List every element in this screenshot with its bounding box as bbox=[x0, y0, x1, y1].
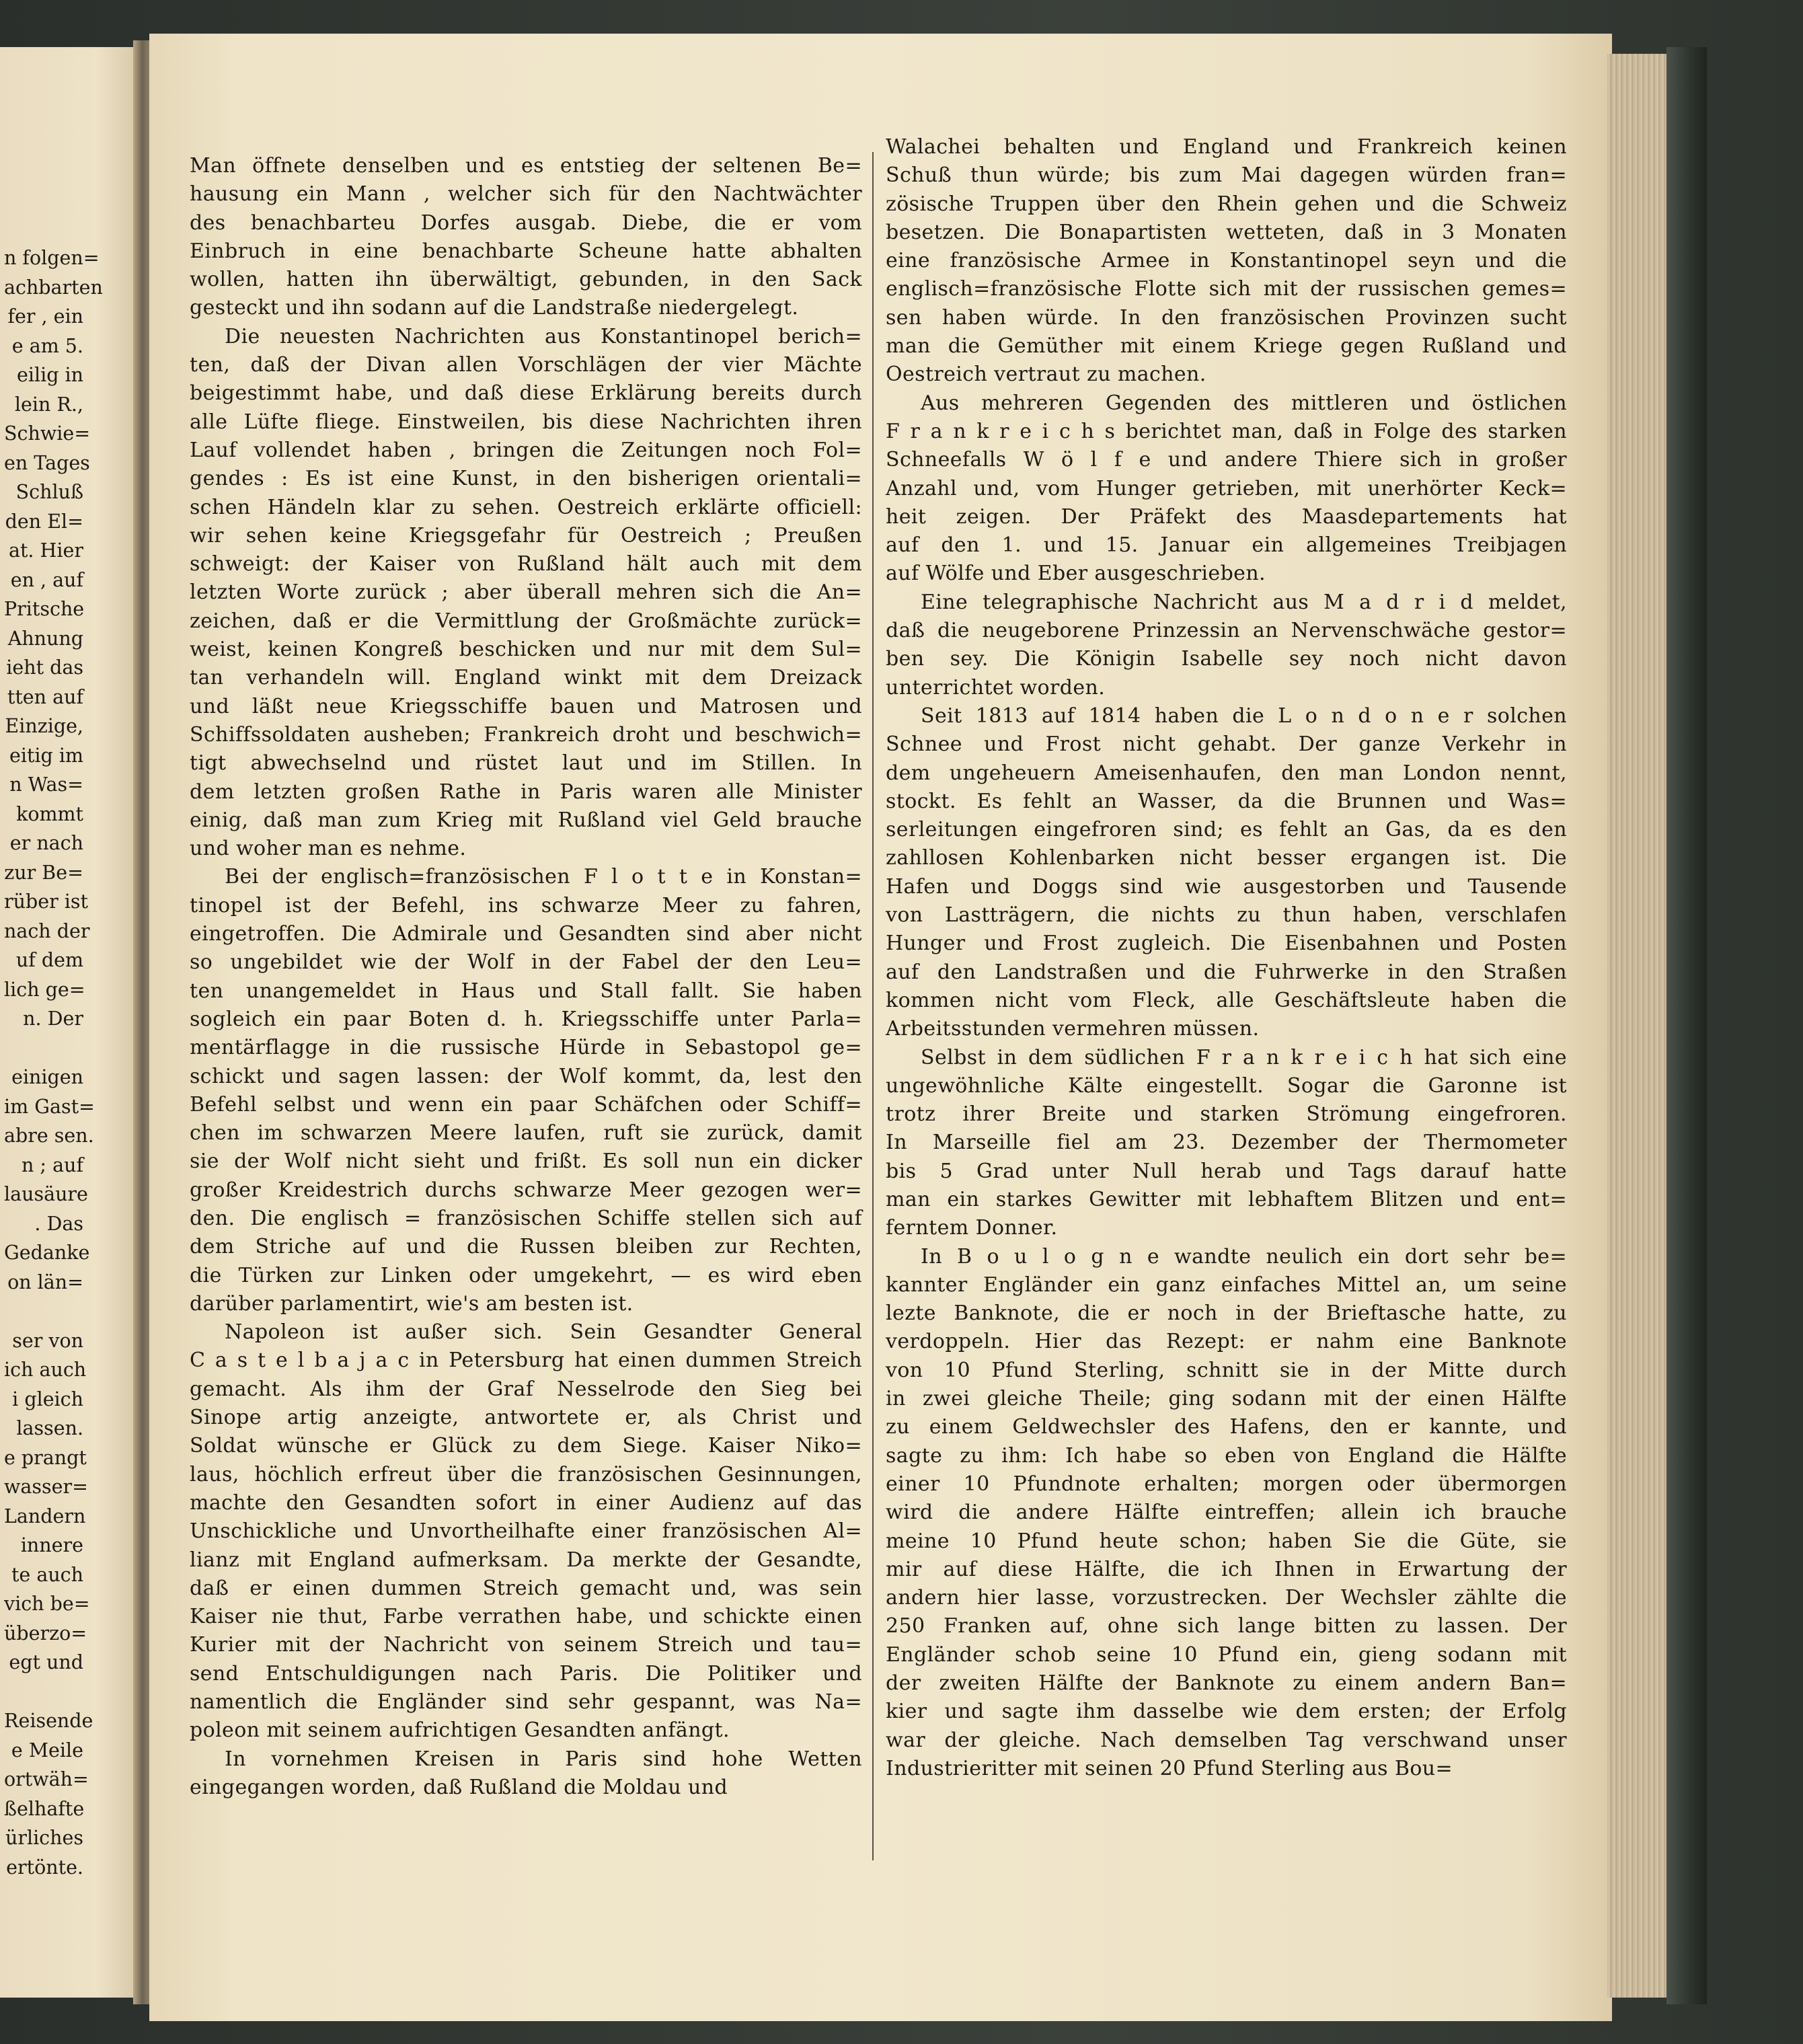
text-line: Schuß thun würde; bis zum Mai dagegen würden fran= bbox=[886, 163, 1567, 188]
text-line: Die neuesten Nachrichten aus Konstantinopel berich= bbox=[225, 324, 862, 348]
text-line: sagte zu ihm: Ich habe so eben von England die Hälfte bbox=[886, 1443, 1567, 1468]
text-line: kannter Engländer ein ganz einfaches Mittel an, um seine bbox=[886, 1273, 1567, 1297]
text-line: und woher man es nehme. bbox=[190, 837, 467, 861]
text-line: einig, daß man zum Krieg mit Rußland viel Geld brauche bbox=[190, 808, 862, 832]
text-line: Kurier mit der Nachricht von seinem Streich und tau= bbox=[190, 1633, 862, 1657]
text-line: namentlich die Engländer sind sehr gespannt, was Na= bbox=[190, 1690, 862, 1714]
text-line: Sinope artig anzeigte, antwortete er, als Christ und bbox=[190, 1406, 862, 1430]
text-line: einer 10 Pfundnote erhalten; morgen oder übermorgen bbox=[886, 1472, 1567, 1496]
text-line: den El= bbox=[5, 510, 83, 533]
text-line: lassen. bbox=[16, 1417, 83, 1439]
text-line: Engländer schob seine 10 Pfund ein, gieng sodann mit bbox=[886, 1642, 1567, 1667]
text-line: Ahnung bbox=[7, 627, 83, 650]
text-line: von Lastträgern, die nichts zu thun haben, verschlafen bbox=[886, 903, 1567, 928]
text-line: ser von bbox=[12, 1329, 83, 1352]
text-line: gendes : Es ist eine Kunst, in den bisherigen orientali= bbox=[190, 467, 862, 491]
text-line: lianz mit England aufmerksam. Da merkte der Gesandte, bbox=[190, 1548, 862, 1572]
text-line: zeichen, daß er die Vermittlung der Großmächte zurück= bbox=[190, 609, 862, 633]
text-line: man ein starkes Gewitter mit lebhaftem Blitzen und ent= bbox=[886, 1187, 1567, 1211]
text-line: fer , ein bbox=[7, 305, 83, 328]
text-line: en , auf bbox=[10, 568, 83, 591]
text-line: zahllosen Kohlenbarken nicht besser ergangen ist. Die bbox=[886, 846, 1567, 870]
text-line: tinopel ist der Befehl, ins schwarze Meer zu fahren, bbox=[190, 893, 862, 917]
text-line: englisch=französische Flotte sich mit der russischen gemes= bbox=[886, 277, 1567, 301]
text-line: laus, höchlich erfreut über die französischen Gesinnungen, bbox=[190, 1462, 862, 1486]
text-line: Lauf vollendet haben , bringen die Zeitungen noch Fol= bbox=[190, 438, 862, 462]
text-line: Einzige, bbox=[5, 715, 83, 737]
text-line: 250 Franken auf, ohne sich lange bitten zu lassen. Der bbox=[886, 1614, 1567, 1638]
text-line: send Entschuldigungen nach Paris. Die Politiker und bbox=[190, 1661, 862, 1686]
text-line: abre sen. bbox=[4, 1125, 94, 1147]
right-column bbox=[886, 133, 1567, 1783]
text-line: Selbst in dem südlichen F r a n k r e i c h hat sich eine bbox=[921, 1045, 1567, 1069]
text-line: ich auch bbox=[4, 1359, 87, 1381]
text-line: überzo= bbox=[4, 1622, 87, 1644]
text-line: er nach bbox=[9, 832, 83, 854]
text-line: tigt abwechselnd und rüstet laut und im Stillen. In bbox=[190, 751, 862, 775]
text-line: Walachei behalten und England und Frankreich keinen bbox=[886, 135, 1567, 159]
text-line: gesteckt und ihn sodann auf die Landstraße niedergelegt. bbox=[190, 296, 799, 320]
text-line: daß die neugeborene Prinzessin an Nervenschwäche gestor= bbox=[886, 619, 1567, 643]
page-edges bbox=[1607, 54, 1672, 1998]
text-line: man die Gemüther mit einem Kriege gegen Rußland und bbox=[886, 334, 1567, 358]
text-line: gemacht. Als ihm der Graf Nesselrode den Sieg bei bbox=[190, 1377, 862, 1401]
text-line: n folgen= bbox=[4, 247, 100, 269]
text-line: lezte Banknote, die er noch in der Brieftasche hatte, zu bbox=[886, 1301, 1567, 1326]
text-line: eilig in bbox=[17, 364, 83, 386]
text-line: ten unangemeldet in Haus und Stall fallt. Sie haben bbox=[190, 979, 862, 1003]
text-line: tten auf bbox=[7, 685, 83, 708]
text-line: eingetroffen. Die Admirale und Gesandten sind aber nicht bbox=[190, 922, 862, 946]
text-line: dem ungeheuern Ameisenhaufen, den man London nennt, bbox=[886, 761, 1567, 785]
text-line: im Gast= bbox=[4, 1095, 95, 1118]
text-line: nach der bbox=[4, 919, 90, 942]
book-cover bbox=[1666, 47, 1707, 2004]
text-line: auf den 1. und 15. Januar ein allgemeines Treibjagen bbox=[886, 533, 1567, 558]
text-line: und läßt neue Kriegsschiffe bauen und Matrosen und bbox=[190, 694, 862, 718]
column-divider bbox=[872, 152, 874, 1860]
text-line: In Marseille fiel am 23. Dezember der Thermometer bbox=[886, 1131, 1567, 1155]
text-line: die Türken zur Linken oder umgekehrt, — es wird eben bbox=[190, 1263, 862, 1287]
text-line: der zweiten Hälfte der Banknote zu einem andern Ban= bbox=[886, 1671, 1567, 1696]
text-line: achbarten bbox=[4, 276, 103, 299]
text-line: dem Striche auf und die Russen bleiben zur Rechten, bbox=[190, 1235, 862, 1259]
text-line: wir sehen keine Kriegsgefahr für Oestreich ; Preußen bbox=[190, 523, 862, 547]
text-line: ortwäh= bbox=[4, 1768, 89, 1790]
text-line bbox=[4, 1677, 83, 1707]
text-line: von 10 Pfund Sterling, schnitt sie in der Mitte durch bbox=[886, 1358, 1567, 1382]
text-line: Unschickliche und Unvortheilhafte einer französischen Al= bbox=[190, 1519, 862, 1544]
text-line: In B o u l o g n e wandte neulich ein dort sehr be= bbox=[921, 1244, 1567, 1269]
text-line: schen Händeln klar zu sehen. Oestreich erklärte officiell: bbox=[190, 495, 862, 519]
text-line: kommt bbox=[16, 802, 83, 825]
text-line: Oestreich vertraut zu machen. bbox=[886, 363, 1206, 387]
text-line: te auch bbox=[11, 1563, 83, 1586]
text-line: wird die andere Hälfte eintreffen; allein ich brauche bbox=[886, 1501, 1567, 1525]
text-line: ferntem Donner. bbox=[886, 1216, 1058, 1240]
text-line: einigen bbox=[11, 1066, 83, 1088]
text-line: egt und bbox=[9, 1651, 83, 1673]
text-line: ßelhafte bbox=[4, 1797, 85, 1820]
text-line: wollen, hatten ihn überwältigt, gebunden, in den Sack bbox=[190, 268, 862, 292]
text-line: lich ge= bbox=[4, 978, 85, 1001]
text-line: Pritsche bbox=[4, 598, 85, 620]
text-line: sogleich ein paar Boten d. h. Kriegsschiffe unter Parla= bbox=[190, 1007, 862, 1031]
text-line: weist, keinen Kongreß beschicken und nur mit dem Sul= bbox=[190, 638, 862, 662]
text-line: n ; auf bbox=[22, 1153, 83, 1176]
text-line: eitig im bbox=[9, 744, 83, 767]
text-line: darüber parlamentirt, wie's am besten ist. bbox=[190, 1291, 634, 1316]
middle-column bbox=[190, 152, 862, 1802]
text-line: Soldat wünsche er Glück zu dem Siege. Kaiser Niko= bbox=[190, 1434, 862, 1458]
text-line: besetzen. Die Bonapartisten wetteten, daß in 3 Monaten bbox=[886, 220, 1567, 244]
text-line: . Das bbox=[34, 1212, 83, 1235]
text-line: In vornehmen Kreisen in Paris sind hohe Wetten bbox=[225, 1747, 862, 1771]
text-line: F r a n k r e i c h s berichtet man, daß in Folge des starken bbox=[886, 419, 1567, 443]
text-line: vich be= bbox=[4, 1593, 90, 1615]
text-line: schweigt: der Kaiser von Rußland hält auch mit dem bbox=[190, 552, 862, 576]
text-line: n Was= bbox=[9, 773, 83, 796]
text-line: lein R., bbox=[14, 393, 83, 416]
text-line: mir auf diese Hälfte, die ich Ihnen in Erwartung der bbox=[886, 1557, 1567, 1581]
text-line: Arbeitsstunden vermehren müssen. bbox=[886, 1017, 1260, 1041]
text-line: so ungebildet wie der Wolf in der Fabel der den Leu= bbox=[190, 950, 862, 975]
text-line: machte den Gesandten sofort in einer Audienz auf das bbox=[190, 1490, 862, 1515]
text-line: Einbruch in eine benachbarte Scheune hatte abhalten bbox=[190, 239, 862, 263]
text-line: beigestimmt habe, und daß diese Erklärung bereits durch bbox=[190, 381, 862, 406]
text-line: bis 5 Grad unter Null herab und Tags darauf hatte bbox=[886, 1159, 1567, 1183]
text-line: e Meile bbox=[11, 1739, 83, 1762]
text-line: auf Wölfe und Eber ausgeschrieben. bbox=[886, 562, 1266, 586]
text-line: dem letzten großen Rathe in Paris waren alle Minister bbox=[190, 780, 862, 804]
text-line: stockt. Es fehlt an Wasser, da die Brunnen und Was= bbox=[886, 789, 1567, 813]
text-line: C a s t e l b a j a c in Petersburg hat einen dummen Streich bbox=[190, 1349, 862, 1373]
text-line: Industrieritter mit seinen 20 Pfund Sterling aus Bou= bbox=[886, 1756, 1453, 1780]
text-line: hausung ein Mann , welcher sich für den Nachtwächter bbox=[190, 182, 862, 206]
text-line: Anzahl und, vom Hunger getrieben, mit unerhörter Keck= bbox=[886, 476, 1567, 500]
text-line: sen haben würde. In den französischen Provinzen sucht bbox=[886, 305, 1567, 330]
text-line: rüber ist bbox=[4, 891, 88, 913]
text-line: n. Der bbox=[23, 1008, 83, 1030]
text-line: i gleich bbox=[12, 1388, 83, 1410]
text-line: ben sey. Die Königin Isabelle sey noch nicht davon bbox=[886, 647, 1567, 671]
text-line: lausäure bbox=[4, 1183, 88, 1205]
text-line: tan verhandeln will. England winkt mit dem Dreizack bbox=[190, 666, 862, 690]
text-line bbox=[4, 1297, 83, 1326]
text-line: großer Kreidestrich durchs schwarze Meer gezogen wer= bbox=[190, 1178, 862, 1202]
text-line: unterrichtet worden. bbox=[886, 675, 1106, 699]
text-line: poleon mit seinem aufrichtigen Gesandten anfängt. bbox=[190, 1718, 730, 1743]
text-line: Schneefalls W ö l f e und andere Thiere sich in großer bbox=[886, 448, 1567, 472]
text-line: Schwie= bbox=[4, 422, 91, 445]
text-line: serleitungen eingefroren sind; es fehlt an Gas, da es den bbox=[886, 818, 1567, 842]
text-line: Schiffssoldaten ausheben; Frankreich droht und beschwich= bbox=[190, 722, 862, 747]
text-line: eingegangen worden, daß Rußland die Moldau und bbox=[190, 1775, 728, 1799]
left-page bbox=[0, 47, 138, 1998]
text-line: at. Hier bbox=[8, 539, 83, 562]
text-line: chen im schwarzen Meere laufen, ruft sie zurück, damit bbox=[190, 1121, 862, 1145]
text-line: ertönte. bbox=[6, 1856, 83, 1879]
text-line: war der gleiche. Nach demselben Tag verschwand unser bbox=[886, 1728, 1567, 1752]
text-line: letzten Worte zurück ; aber überall mehren sich die An= bbox=[190, 580, 862, 605]
text-line: mentärflagge in die russische Hürde in Sebastopol ge= bbox=[190, 1036, 862, 1060]
text-line: sie der Wolf nicht sieht und frißt. Es soll nun ein dicker bbox=[190, 1149, 862, 1174]
text-line: uf dem bbox=[15, 949, 83, 971]
text-line: alle Lüfte fliege. Einstweilen, bis diese Nachrichten ihren bbox=[190, 410, 862, 434]
text-line: andern hier lasse, vorzustrecken. Der Wechsler zählte die bbox=[886, 1586, 1567, 1610]
text-line: Hafen und Doggs sind wie ausgestorben und Tausende bbox=[886, 874, 1567, 899]
text-line: innere bbox=[20, 1534, 83, 1556]
text-line: Seit 1813 auf 1814 haben die L o n d o n e r solchen bbox=[921, 704, 1567, 728]
text-line: Kaiser nie thut, Farbe verrathen habe, und schickte einen bbox=[190, 1605, 862, 1629]
text-line: Eine telegraphische Nachricht aus M a d r i d meldet, bbox=[921, 590, 1567, 614]
text-line: eine französische Armee in Konstantinopel seyn und die bbox=[886, 249, 1567, 273]
text-line: Gedanke bbox=[4, 1242, 90, 1264]
text-line: heit zeigen. Der Präfekt des Maasdepartements hat bbox=[886, 504, 1567, 529]
text-line: Aus mehreren Gegenden des mittleren und östlichen bbox=[921, 391, 1567, 415]
text-line: Schluß bbox=[15, 481, 83, 503]
text-line: daß er einen dummen Streich gemacht und, was sein bbox=[190, 1576, 862, 1600]
text-line: trotz ihrer Breite und starken Strömung eingefroren. bbox=[886, 1102, 1567, 1127]
text-line: zur Be= bbox=[4, 861, 83, 884]
text-line: Hunger und Frost zugleich. Die Eisenbahnen und Posten bbox=[886, 932, 1567, 956]
text-line: Reisende bbox=[4, 1710, 93, 1732]
text-line: ungewöhnliche Kälte eingestellt. Sogar die Garonne ist bbox=[886, 1073, 1567, 1098]
text-line: on län= bbox=[7, 1271, 83, 1293]
text-line: meine 10 Pfund heute schon; haben Sie die Güte, sie bbox=[886, 1529, 1567, 1553]
text-line: e prangt bbox=[4, 1446, 87, 1469]
text-line: zösische Truppen über den Rhein gehen und die Schweiz bbox=[886, 192, 1567, 216]
text-line: Befehl selbst und wenn ein paar Schäfchen oder Schiff= bbox=[190, 1092, 862, 1116]
text-line: ieht das bbox=[6, 656, 83, 679]
text-line: Bei der englisch=französischen F l o t t e in Konstan= bbox=[225, 865, 862, 889]
text-line: Man öffnete denselben und es entstieg der seltenen Be= bbox=[190, 154, 862, 178]
text-line: ürliches bbox=[5, 1827, 83, 1849]
text-line: wasser= bbox=[4, 1476, 89, 1498]
text-line: Landern bbox=[4, 1505, 86, 1527]
text-line: en Tages bbox=[4, 451, 90, 474]
text-line: zu einem Geldwechsler des Hafens, den er kannte, und bbox=[886, 1415, 1567, 1439]
text-line: verdoppeln. Hier das Rezept: er nahm eine Banknote bbox=[886, 1330, 1567, 1354]
text-line: in zwei gleiche Theile; ging sodann mit der einen Hälfte bbox=[886, 1387, 1567, 1411]
text-line: den. Die englisch = französischen Schiffe stellen sich auf bbox=[190, 1206, 862, 1230]
text-line: Schnee und Frost nicht gehabt. Der ganze Verkehr in bbox=[886, 732, 1567, 757]
text-line: Napoleon ist außer sich. Sein Gesandter General bbox=[225, 1320, 862, 1345]
text-line bbox=[4, 1034, 83, 1063]
text-line: kommen nicht vom Fleck, alle Geschäftsleute haben die bbox=[886, 988, 1567, 1012]
text-line: e am 5. bbox=[11, 334, 83, 357]
text-line: auf den Landstraßen und die Fuhrwerke in den Straßen bbox=[886, 960, 1567, 984]
left-page-column bbox=[4, 243, 103, 1882]
text-line: kier und sagte ihm dasselbe wie dem ersten; der Erfolg bbox=[886, 1700, 1567, 1724]
text-line: schickt und sagen lassen: der Wolf kommt, da, lest den bbox=[190, 1064, 862, 1088]
text-line: des benachbarteu Dorfes ausgab. Diebe, die er vom bbox=[190, 211, 862, 235]
text-line: ten, daß der Divan allen Vorschlägen der vier Mächte bbox=[190, 353, 862, 377]
